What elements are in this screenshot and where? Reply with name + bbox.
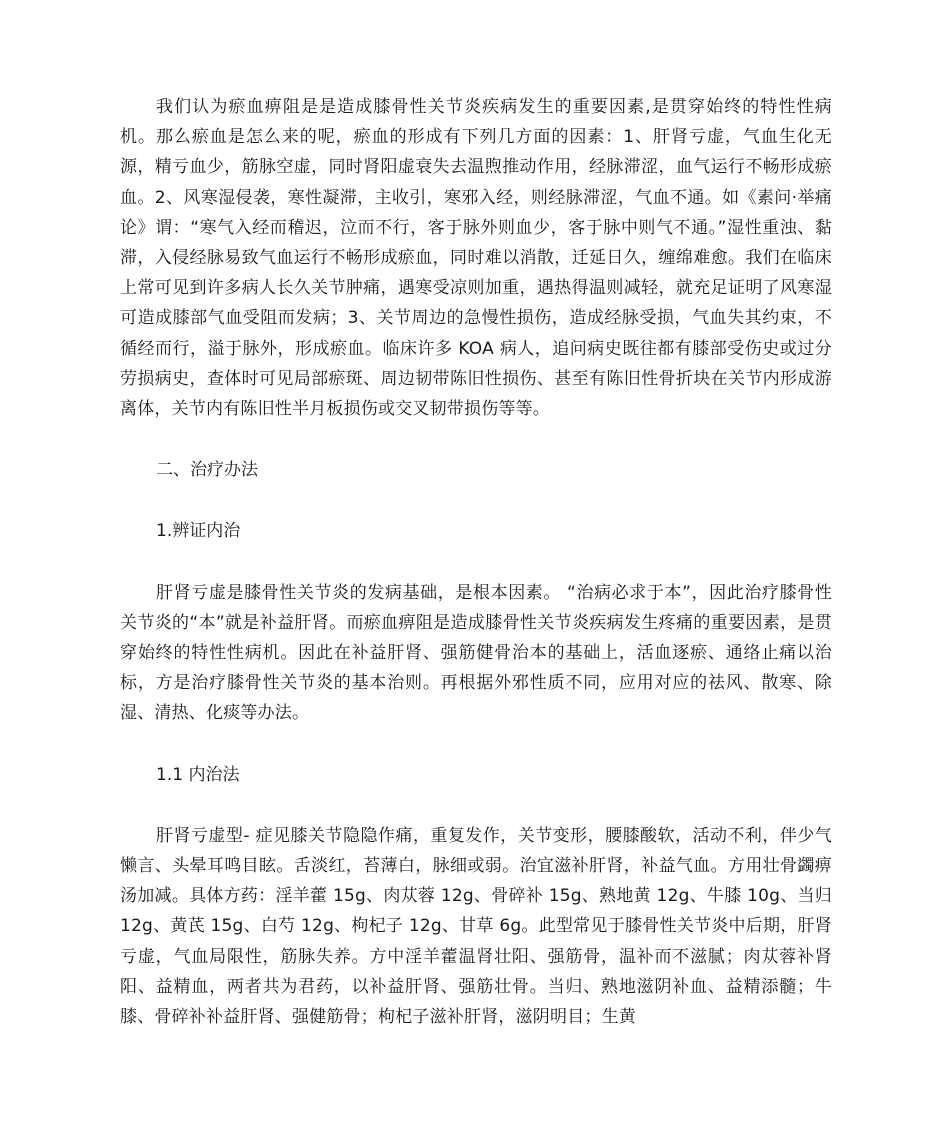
spacer [120, 485, 832, 516]
paragraph-blood-stasis-cause: 我们认为瘀血痹阻是是造成膝骨性关节炎疾病发生的重要因素,是贯穿始终的特性性病机。那么瘀血是怎么来的呢，瘀血的形成有下列几方面的因素：1、肝肾亏虚，气血生化无源，精亏血少，筋脉空虚，同时肾阳虚衰失去温煦推动作用，经脉滞涩，血气运行不畅形成瘀血。2、风寒湿侵袭，寒性凝滞，主收引，寒邪入经，则经脉滞涩，气血不通。如《素问·举痛论》谓：“寒气入经而稽迟，泣而不行，客于脉外则血少，客于脉中则气不通。”湿性重浊、黏滞，入侵经脉易致气血运行不畅形成瘀血，同时难以消散，迁延日久，缠绵难愈。我们在临床上常可见到许多病人长久关节肿痛，遇寒受凉则加重，遇热得温则减轻，就充足证明了风寒湿可造成膝部气血受阻而发病；3、关节周边的急慢性损伤，造成经脉受损，气血失其约束，不循经而行，溢于脉外，形成瘀血。临床许多 KOA 病人，追问病史既往都有膝部受伤史或过分劳损病史，查体时可见局部瘀斑、周边韧带陈旧性损伤、甚至有陈旧性骨折块在关节内形成游离体，关节内有陈旧性半月板损伤或交叉韧带损伤等等。 [120, 97, 832, 420]
spacer [120, 790, 832, 821]
subsection-heading-internal-method: 1.1 内治法 [156, 764, 240, 785]
paragraph-liver-kidney-deficiency: 肝肾亏虚型- 症见膝关节隐隐作痛，重复发作，关节变形，腰膝酸软，活动不利，伴少气懒言、头晕耳鸣目眩。舌淡红，苔薄白，脉细或弱。治宜滋补肝肾，补益气血。方用壮骨蠲痹汤加减。具体方药：淫羊藿 15g、肉苁蓉 12g、骨碎补 15g、熟地黄 12g、牛膝 10g、当归 12g、黄芪 15g、白芍 12g、枸杞子 12g、甘草 6g。此型常见于膝骨性关节炎中后期，肝肾亏虚，气血局限性，筋脉失养。方中淫羊藿温肾壮阳、强筋骨，温补而不滋腻；肉苁蓉补肾阳、益精血，两者共为君药，以补益肝肾、强筋壮骨。当归、熟地滋阴补血、益精添髓；牛膝、骨碎补补益肝肾、强健筋骨；枸杞子滋补肝肾，滋阴明目；生黄 [120, 825, 832, 1028]
subsection-heading-internal: 1.辨证内治 [156, 521, 241, 542]
spacer [120, 729, 832, 760]
paragraph-treatment-principle: 肝肾亏虚是膝骨性关节炎的发病基础，是根本因素。 “治病必求于本”，因此治疗膝骨性关节炎的“本”就是补益肝肾。而瘀血痹阻是造成膝骨性关节炎疾病发生疼痛的重要因素，是贯穿始终的特性性病机。因此在补益肝肾、强筋健骨治本的基础上，活血逐瘀、通络止痛以治标，方是治疗膝骨性关节炎的基本治则。再根据外邪性质不同，应用对应的祛风、散寒、除湿、清热、化痰等办法。 [120, 582, 832, 724]
section-heading-treatment: 二、治疗办法 [156, 460, 258, 481]
document-page [120, 92, 832, 1032]
spacer [120, 424, 832, 455]
spacer [120, 547, 832, 578]
